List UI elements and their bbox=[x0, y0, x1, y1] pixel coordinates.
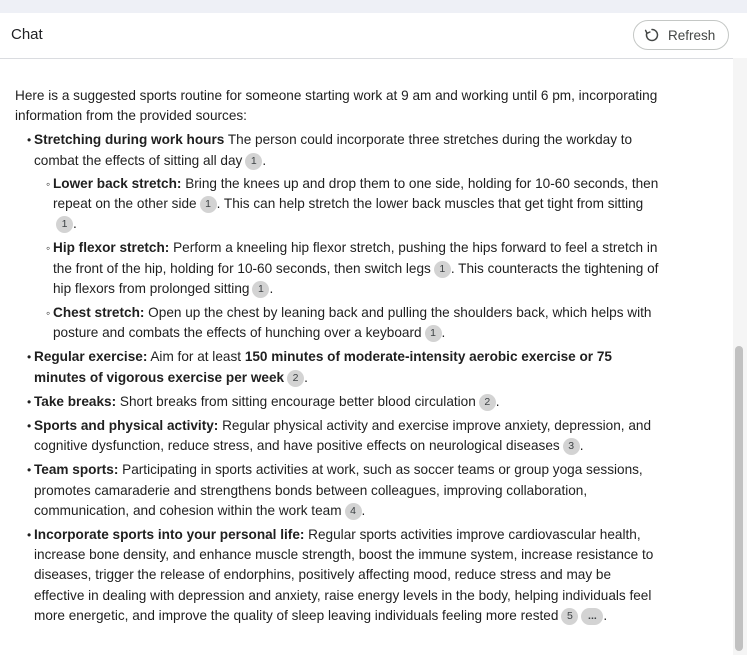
item-text: Regular sports activities improve cardiovascular health, increase bone density, and enhance muscle strength, boost the immune system, increase resistance to diseases, trigger the release of endorphins, positively affecting mood, reduce stress and may be effective in dealing with depression and anxiety, raise energy levels in the body, helping individuals feel more energetic, and improve the quality of sleep leaving individuals feeling more rested bbox=[34, 527, 654, 623]
citation-chip[interactable]: 2 bbox=[479, 394, 496, 411]
subitem-heading: Lower back stretch: bbox=[53, 175, 182, 191]
period: . bbox=[262, 152, 267, 168]
citation-chip[interactable]: 1 bbox=[200, 196, 217, 213]
citation-chip[interactable]: 1 bbox=[245, 153, 262, 170]
list-item bbox=[15, 525, 663, 626]
item-heading: Team sports: bbox=[34, 462, 119, 478]
subitem-text: Perform a kneeling hip flexor stretch, pushing the hips forward to feel a stretch in the front of the hip, holding for 10-60 seconds, then switch legs bbox=[53, 240, 658, 276]
citation-chip[interactable]: 4 bbox=[345, 503, 362, 520]
refresh-label: Refresh bbox=[668, 27, 716, 43]
window-top-strip bbox=[0, 0, 747, 13]
citation-chip[interactable]: 2 bbox=[287, 370, 304, 387]
sublist-item bbox=[34, 238, 663, 299]
sublist-item bbox=[34, 174, 663, 235]
chat-header bbox=[0, 13, 747, 59]
period: . bbox=[441, 325, 446, 341]
subitem-text: . This counteracts the tightening of hip flexors from prolonged sitting bbox=[53, 260, 659, 296]
list-item bbox=[15, 347, 663, 387]
period: . bbox=[269, 280, 274, 296]
routine-list bbox=[15, 130, 663, 626]
citation-chip[interactable]: 1 bbox=[425, 325, 442, 342]
period: . bbox=[495, 393, 500, 409]
item-heading: Regular exercise: bbox=[34, 349, 148, 365]
item-heading: Stretching during work hours bbox=[34, 132, 225, 148]
list-item bbox=[15, 130, 663, 343]
citation-chip[interactable]: 1 bbox=[434, 261, 451, 278]
refresh-icon bbox=[644, 27, 660, 43]
item-text: Participating in sports activities at work, such as soccer teams or group yoga sessions, promotes camaraderie and strengthens bonds between colleagues, improving collaboration, communication, and cohesion within the work team bbox=[34, 462, 643, 518]
subitem-text: Bring the knees up and drop them to one side, holding for 10-60 seconds, then repeat on the other side bbox=[53, 175, 659, 212]
period: . bbox=[304, 369, 308, 385]
item-text: Short breaks from sitting encourage better blood circulation bbox=[116, 393, 476, 409]
citation-chip[interactable]: 3 bbox=[563, 438, 580, 455]
list-item bbox=[15, 392, 663, 412]
chat-response bbox=[15, 86, 663, 630]
period: . bbox=[361, 502, 366, 518]
period: . bbox=[603, 607, 608, 623]
list-item bbox=[15, 416, 663, 456]
item-text: Regular physical activity and exercise improve anxiety, depression, and cognitive dysfunction, reduce stress, and have positive effects on neurological diseases bbox=[34, 418, 652, 454]
subitem-heading: Chest stretch: bbox=[53, 305, 145, 321]
subitem-text: . This can help stretch the lower back muscles that get tight from sitting bbox=[216, 196, 644, 212]
citation-chip[interactable]: 1 bbox=[56, 216, 73, 233]
subitem-heading: Hip flexor stretch: bbox=[53, 240, 170, 256]
period: . bbox=[73, 216, 77, 232]
citation-chip[interactable]: 5 bbox=[561, 608, 578, 625]
item-text: The person could incorporate three stretches during the workday to combat the effects of sitting all day bbox=[34, 132, 633, 168]
more-citations-chip[interactable]: ... bbox=[581, 608, 603, 625]
citation-chip[interactable]: 1 bbox=[252, 281, 269, 298]
stretch-sublist bbox=[34, 174, 663, 344]
item-heading: Incorporate sports into your personal life: bbox=[34, 527, 305, 543]
item-text: Aim for at least bbox=[147, 349, 245, 365]
response-intro: Here is a suggested sports routine for someone starting work at 9 am and working until 6 pm, incorporating information from the provided sources: bbox=[15, 88, 658, 124]
period: . bbox=[579, 438, 584, 454]
subitem-text: Open up the chest by leaning back and pulling the shoulders back, which helps with posture and combats the effects of hunching over a keyboard bbox=[53, 305, 652, 341]
item-bold-text: 150 minutes of moderate-intensity aerobic exercise or 75 minutes of vigorous exercise per week bbox=[34, 349, 612, 385]
refresh-button[interactable] bbox=[633, 20, 729, 50]
chat-title: Chat bbox=[11, 26, 43, 43]
item-heading: Sports and physical activity: bbox=[34, 418, 219, 434]
sublist-item bbox=[34, 303, 663, 343]
list-item bbox=[15, 460, 663, 521]
scrollbar-thumb[interactable] bbox=[735, 346, 743, 651]
item-heading: Take breaks: bbox=[34, 393, 117, 409]
